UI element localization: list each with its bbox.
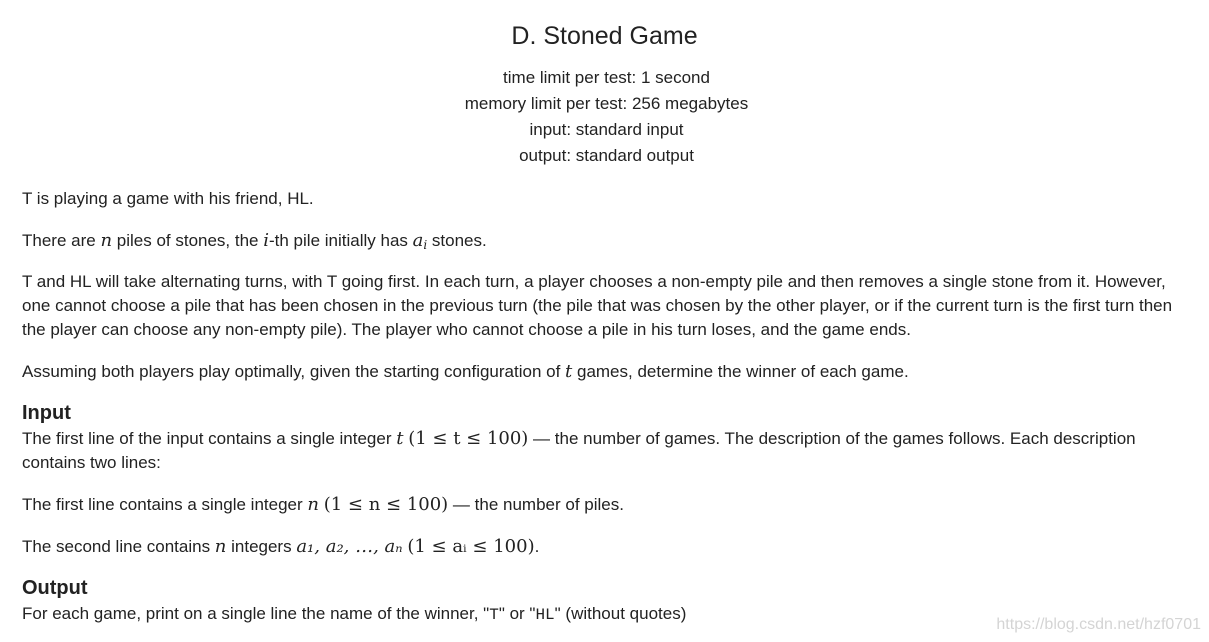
- output-file: output: standard output: [519, 146, 694, 165]
- statement-paragraph-2: There are n piles of stones, the i-th pile initially has $a_i$ stones.: [22, 230, 487, 252]
- memory-limit: memory limit per test: 256 megabytes: [464, 94, 749, 113]
- output-paragraph: For each game, print on a single line the name of the winner, "T" or "HL" (without quotes): [22, 604, 687, 624]
- output-heading: Output: [22, 577, 88, 599]
- statement-paragraph-3: T and HL will take alternating turns, with T going first. In each turn, a player chooses a non-empty pile and then removes a single stone from it. However, one cannot choose a pile that has been chosen in the previous turn (the pile that was chosen by the other player, or if the current turn is the first turn then the player can choose any non-empty pile). The player who cannot choose a pile in his turn loses, and the game ends.: [22, 272, 1173, 339]
- problem-title: D. Stoned Game: [511, 22, 698, 50]
- statement-paragraph-1: T is playing a game with his friend, HL.: [22, 189, 314, 208]
- input-heading: Input: [22, 402, 71, 424]
- input-paragraph-1: The first line of the input contains a single integer t (1 ≤ t ≤ 100) — the number of games. The description of the games follows. Each description contains two lines:: [22, 428, 1136, 472]
- input-paragraph-2: The first line contains a single integer n (1 ≤ n ≤ 100) — the number of piles.: [22, 494, 624, 515]
- input-file: input: standard input: [529, 120, 684, 139]
- input-paragraph-3: The second line contains n integers a₁, a₂, …, aₙ (1 ≤ aᵢ ≤ 100).: [22, 536, 540, 557]
- watermark: https://blog.csdn.net/hzf0701: [996, 616, 1201, 633]
- time-limit: time limit per test: 1 second: [503, 68, 710, 87]
- statement-paragraph-4: Assuming both players play optimally, given the starting configuration of t games, determine the winner of each game.: [22, 361, 909, 382]
